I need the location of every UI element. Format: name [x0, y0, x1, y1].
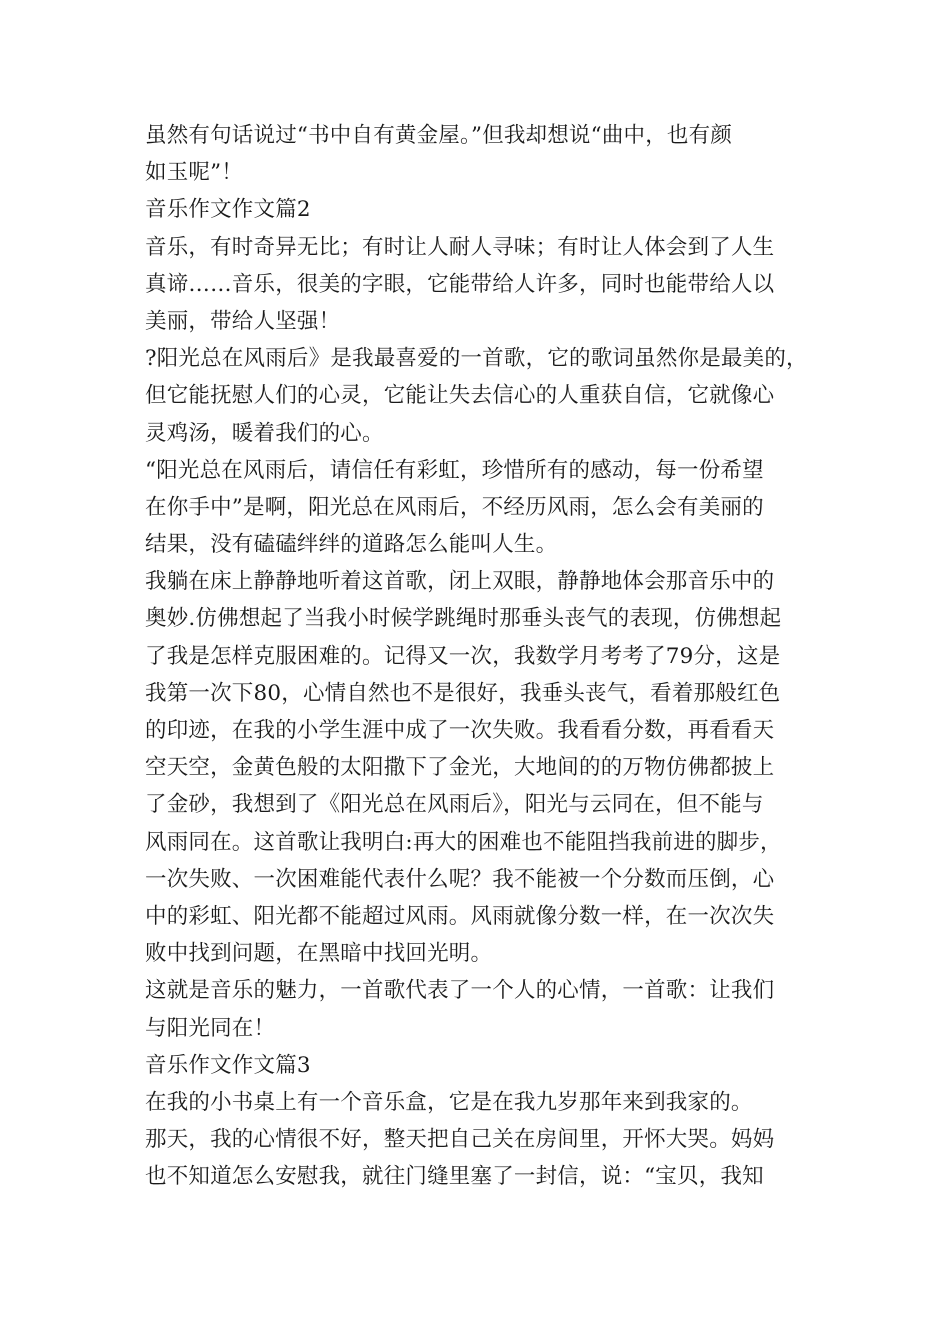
text-line: 也不知道怎么安慰我，就往门缝里塞了一封信，说：“宝贝，我知 [145, 1164, 764, 1190]
text-line: 我第一次下80，心情自然也不是很好，我垂头丧气，看着那般红色 [145, 680, 781, 706]
text-line: 风雨同在。这首歌让我明白:再大的困难也不能阻挡我前进的脚步， [145, 829, 782, 855]
text-line: “阳光总在风雨后，请信任有彩虹，珍惜所有的感动，每一份希望 [145, 457, 764, 483]
text-line: 一次失败、一次困难能代表什么呢？我不能被一个分数而压倒，心 [145, 866, 775, 892]
text-line: 我躺在床上静静地听着这首歌，闭上双眼，静静地体会那音乐中的 [145, 569, 775, 595]
text-line: 那天，我的心情很不好，整天把自己关在房间里，开怀大哭。妈妈 [145, 1127, 775, 1153]
text-line: 灵鸡汤，暖着我们的心。 [145, 420, 384, 446]
text-line: 结果，没有磕磕绊绊的道路怎么能叫人生。 [145, 532, 558, 558]
section-heading: 音乐作文作文篇3 [145, 1052, 311, 1078]
text-line: 与阳光同在！ [145, 1015, 276, 1041]
text-line: 在我的小书桌上有一个音乐盒，它是在我九岁那年来到我家的。 [145, 1089, 753, 1115]
text-line: 美丽，带给人坚强！ [145, 308, 341, 334]
text-line: 空天空，金黄色般的太阳撒下了金光，大地间的的万物仿佛都披上 [145, 755, 775, 781]
document-body [145, 117, 810, 1195]
text-line: 虽然有句话说过“书中自有黄金屋。”但我却想说“曲中，也有颜 [145, 123, 733, 148]
text-line: 真谛……音乐，很美的字眼，它能带给人许多，同时也能带给人以 [145, 271, 775, 297]
text-line: 的印迹，在我的小学生涯中成了一次失败。我看看分数，再看看天 [145, 718, 775, 743]
text-line: 如玉呢”！ [145, 160, 243, 186]
text-line: 在你手中”是啊，阳光总在风雨后，不经历风雨，怎么会有美丽的 [145, 494, 764, 520]
text-line: 败中找到问题，在黑暗中找回光明。 [145, 941, 493, 967]
text-line: 音乐，有时奇异无比；有时让人耐人寻味；有时让人体会到了人生 [145, 234, 775, 260]
text-line: 了我是怎样克服困难的。记得又一次，我数学月考考了79分，这是 [145, 643, 781, 669]
text-line: 中的彩虹、阳光都不能超过风雨。风雨就像分数一样，在一次次失 [145, 903, 775, 929]
text-line: 奥妙.仿佛想起了当我小时候学跳绳时那垂头丧气的表现，仿佛想起 [145, 606, 782, 632]
section-heading: 音乐作文作文篇2 [145, 197, 311, 223]
text-line: ?阳光总在风雨后》是我最喜爱的一首歌，它的歌词虽然你是最美的， [145, 346, 808, 372]
text-line: 了金砂，我想到了《阳光总在风雨后》，阳光与云同在，但不能与 [145, 792, 764, 818]
text-line: 这就是音乐的魅力，一首歌代表了一个人的心情，一首歌：让我们 [145, 978, 775, 1004]
text-line: 但它能抚慰人们的心灵，它能让失去信心的人重获自信，它就像心 [145, 383, 775, 409]
